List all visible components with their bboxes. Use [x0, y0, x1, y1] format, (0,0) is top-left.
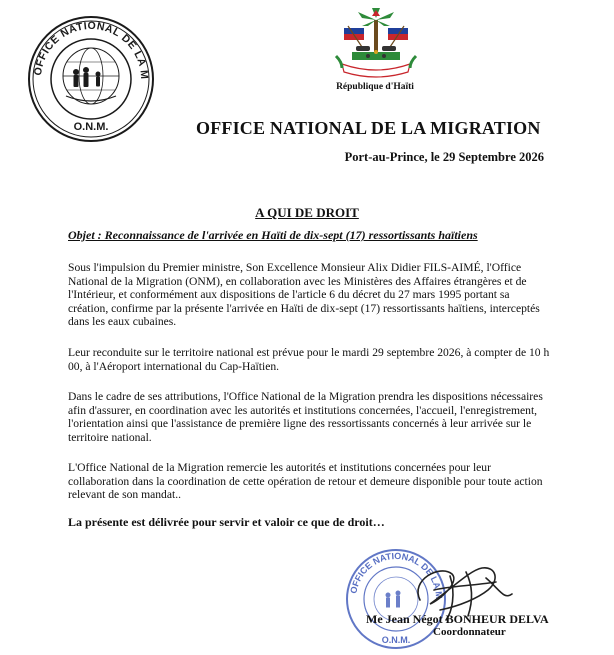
paragraph-1: Sous l'impulsion du Premier ministre, Son Excellence Monsieur Alix Didier FILS-AIMÉ, l'Office National de la Migration (ONM), en collaboration avec les Ministères des Affaires étrangères et de l'Intérieur, et conformément aux dispositions de l'article 6 du décret du 27 mars 1995 portant sa création, confirme par la présente l'arrivée en Haïti de dix-sept (17) ressortissants haïtiens, interceptés dans les eaux cubaines.	[68, 261, 540, 329]
seal-abbrev: O.N.M.	[73, 121, 109, 133]
republic-caption: République d'Haïti	[336, 82, 414, 92]
page-title: OFFICE NATIONAL DE LA MIGRATION	[196, 118, 541, 138]
paragraph-3: Dans le cadre de ses attributions, l'Office National de la Migration prendra les dispositions nécessaires afin d'assurer, en coordination avec les autorités et institutions concernées, l'accueil, l'enregistrement, l'orientation ainsi que l'assistance de première ligne des ressortissants concernés à leur arrivée sur le territoire national.	[68, 390, 543, 444]
closing-line: La présente est délivrée pour servir et valoir ce que de droit…	[68, 515, 385, 529]
signatory-role: Coordonnateur	[433, 626, 506, 638]
letter-heading: A QUI DE DROIT	[255, 205, 359, 220]
seal-ring-text: OFFICE NATIONAL DE LA M	[32, 19, 151, 80]
signatory-name: Me Jean Négot BONHEUR DELVA	[366, 612, 549, 626]
onm-seal	[26, 14, 156, 144]
coat-of-arms-icon	[332, 6, 420, 82]
place-date: Port-au-Prince, le 29 Septembre 2026	[344, 150, 544, 164]
stamp-abbrev: O.N.M.	[381, 635, 411, 645]
paragraph-4: L'Office National de la Migration remercie les autorités et institutions concernées pour leur collaboration dans la coordination de cette opération de retour et demeure disponible pour toute action relevant de son mandat..	[68, 461, 543, 502]
stamp-ring-text: OFFICE NATIONAL DE LA M	[348, 550, 445, 600]
paragraph-2: Leur reconduite sur le territoire national est prévue pour le mardi 29 septembre 2026, à compter de 10 h 00, à l'Aéroport international du Cap-Haïtien.	[68, 346, 550, 373]
letter-subject: Objet : Reconnaissance de l'arrivée en Haïti de dix-sept (17) ressortissants haïtiens	[68, 228, 478, 242]
